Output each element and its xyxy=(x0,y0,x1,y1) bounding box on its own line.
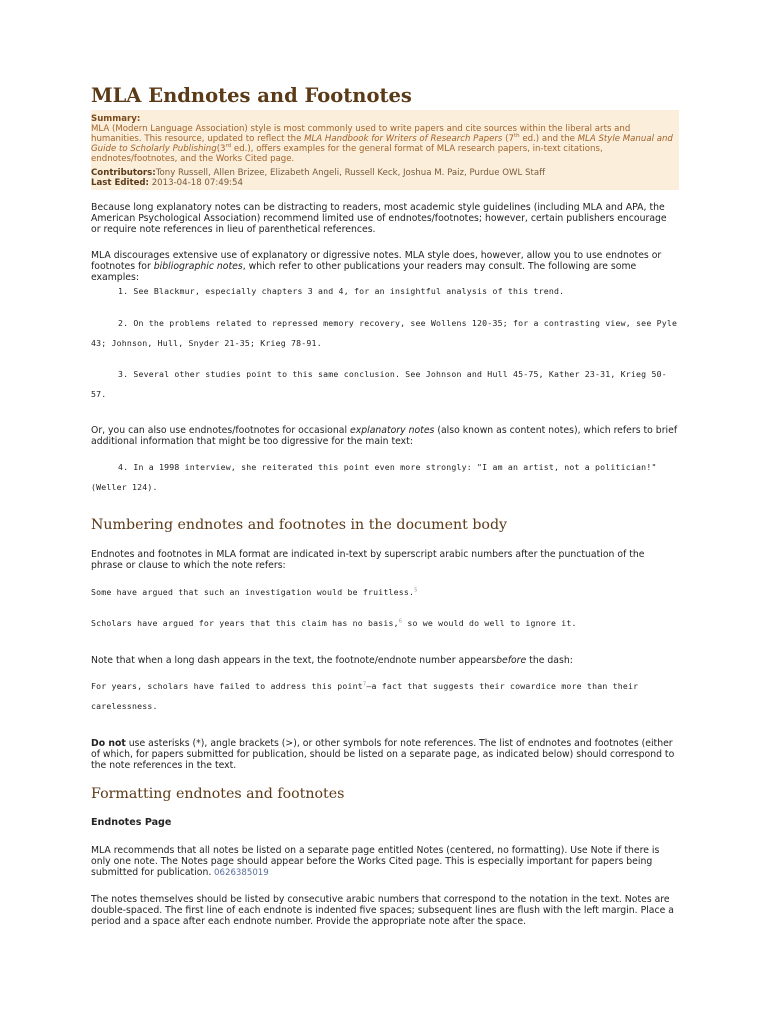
summary-box xyxy=(91,110,679,190)
sample-sentence-3: For years, scholars have failed to address this point$^7$—a fact that suggests their cowardice more than their carelessness. xyxy=(91,681,639,711)
example-note-1: 1. See Blackmur, especially chapters 3 and 4, for an insightful analysis of this trend. xyxy=(118,286,565,296)
last-edited-line: Last Edited: 2013-04-18 07:49:54 xyxy=(91,178,243,188)
page-title: MLA Endnotes and Footnotes xyxy=(91,84,412,107)
explanatory-paragraph: Or, you can also use endnotes/footnotes for occasional explanatory notes (also known as content notes), which refers to brief additional information that might be too digressive for the main text: xyxy=(91,425,678,447)
do-not-paragraph: Do not use asterisks (*), angle brackets (>), or other symbols for note references. The list of endnotes and footnotes (either of which, for papers submitted for publication, should be listed on a separate page, as indicated below) should correspond to the note references in the text. xyxy=(91,738,675,771)
handbook-title: MLA Handbook for Writers of Research Papers xyxy=(304,134,503,144)
summary-label: Summary: xyxy=(91,114,141,124)
section-heading-formatting: Formatting endnotes and footnotes xyxy=(91,786,345,802)
sample-sentence-1: Some have argued that such an investigation would be fruitless.$^5$ xyxy=(91,587,418,597)
manual-title: MLA Style Manual and Guide to Scholarly Publishing xyxy=(91,134,673,154)
dash-paragraph: Note that when a long dash appears in the text, the footnote/endnote number appearsbefore the dash: xyxy=(91,655,573,666)
isbn-number: 0626385019 xyxy=(211,868,269,878)
subheading-endnotes-page: Endnotes Page xyxy=(91,817,172,828)
endnote-format-paragraph: The notes themselves should be listed by consecutive arabic numbers that correspond to the notation in the text. Notes are double-spaced. The first line of each endnote is indented five spaces; subsequent lines are flush with the left margin. Place a period and a space after each endnote number. Provide the appropriate note after the space. xyxy=(91,894,674,927)
contributors-line: Contributors:Tony Russell, Allen Brizee, Elizabeth Angeli, Russell Keck, Joshua M. Paiz, Purdue OWL Staff xyxy=(91,168,546,178)
sample-sentence-2: Scholars have argued for years that this claim has no basis,$^6$ so we would do well to ignore it. xyxy=(91,618,577,628)
section-heading-numbering: Numbering endnotes and footnotes in the document body xyxy=(91,517,508,533)
example-note-2: 2. On the problems related to repressed memory recovery, see Wollens 120-35; for a contrasting view, see Pyle 43; Johnson, Hull, Snyder 21-35; Krieg 78-91. xyxy=(91,318,678,348)
numbering-paragraph: Endnotes and footnotes in MLA format are indicated in-text by superscript arabic numbers after the punctuation of the phrase or clause to which the note refers: xyxy=(91,549,645,571)
summary-text: MLA (Modern Language Association) style is most commonly used to write papers and cite sources within the liberal arts and humanities. This resource, updated to reflect the MLA Handbook for Writers of Research Papers (7th ed.) and the MLA Style Manual and Guide to Scholarly Publishing(3rd ed.), offers examples for the general format of MLA research papers, in-text citations, endnotes/footnotes, and the Works Cited page. xyxy=(91,124,673,164)
example-note-3: 3. Several other studies point to this same conclusion. See Johnson and Hull 45-75, Kather 23-31, Krieg 50-57. xyxy=(91,369,667,399)
bibliographic-paragraph: MLA discourages extensive use of explanatory or digressive notes. MLA style does, however, allow you to use endnotes or footnotes for bibliographic notes, which refer to other publications your readers may consult. The following are some examples: xyxy=(91,250,662,283)
endnotes-page-paragraph: MLA recommends that all notes be listed on a separate page entitled Notes (centered, no formatting). Use Note if there is only one note. The Notes page should appear before the Works Cited page. This is especially important for papers being submitted for publication. 0626385019 xyxy=(91,845,660,878)
example-note-4: 4. In a 1998 interview, she reiterated this point even more strongly: "I am an artist, not a politician!" (Weller 124). xyxy=(91,462,657,492)
intro-paragraph: Because long explanatory notes can be distracting to readers, most academic style guidelines (including MLA and APA, the American Psychological Association) recommend limited use of endnotes/footnotes; however, certain publishers encourage or require note references in lieu of parenthetical references. xyxy=(91,202,667,235)
